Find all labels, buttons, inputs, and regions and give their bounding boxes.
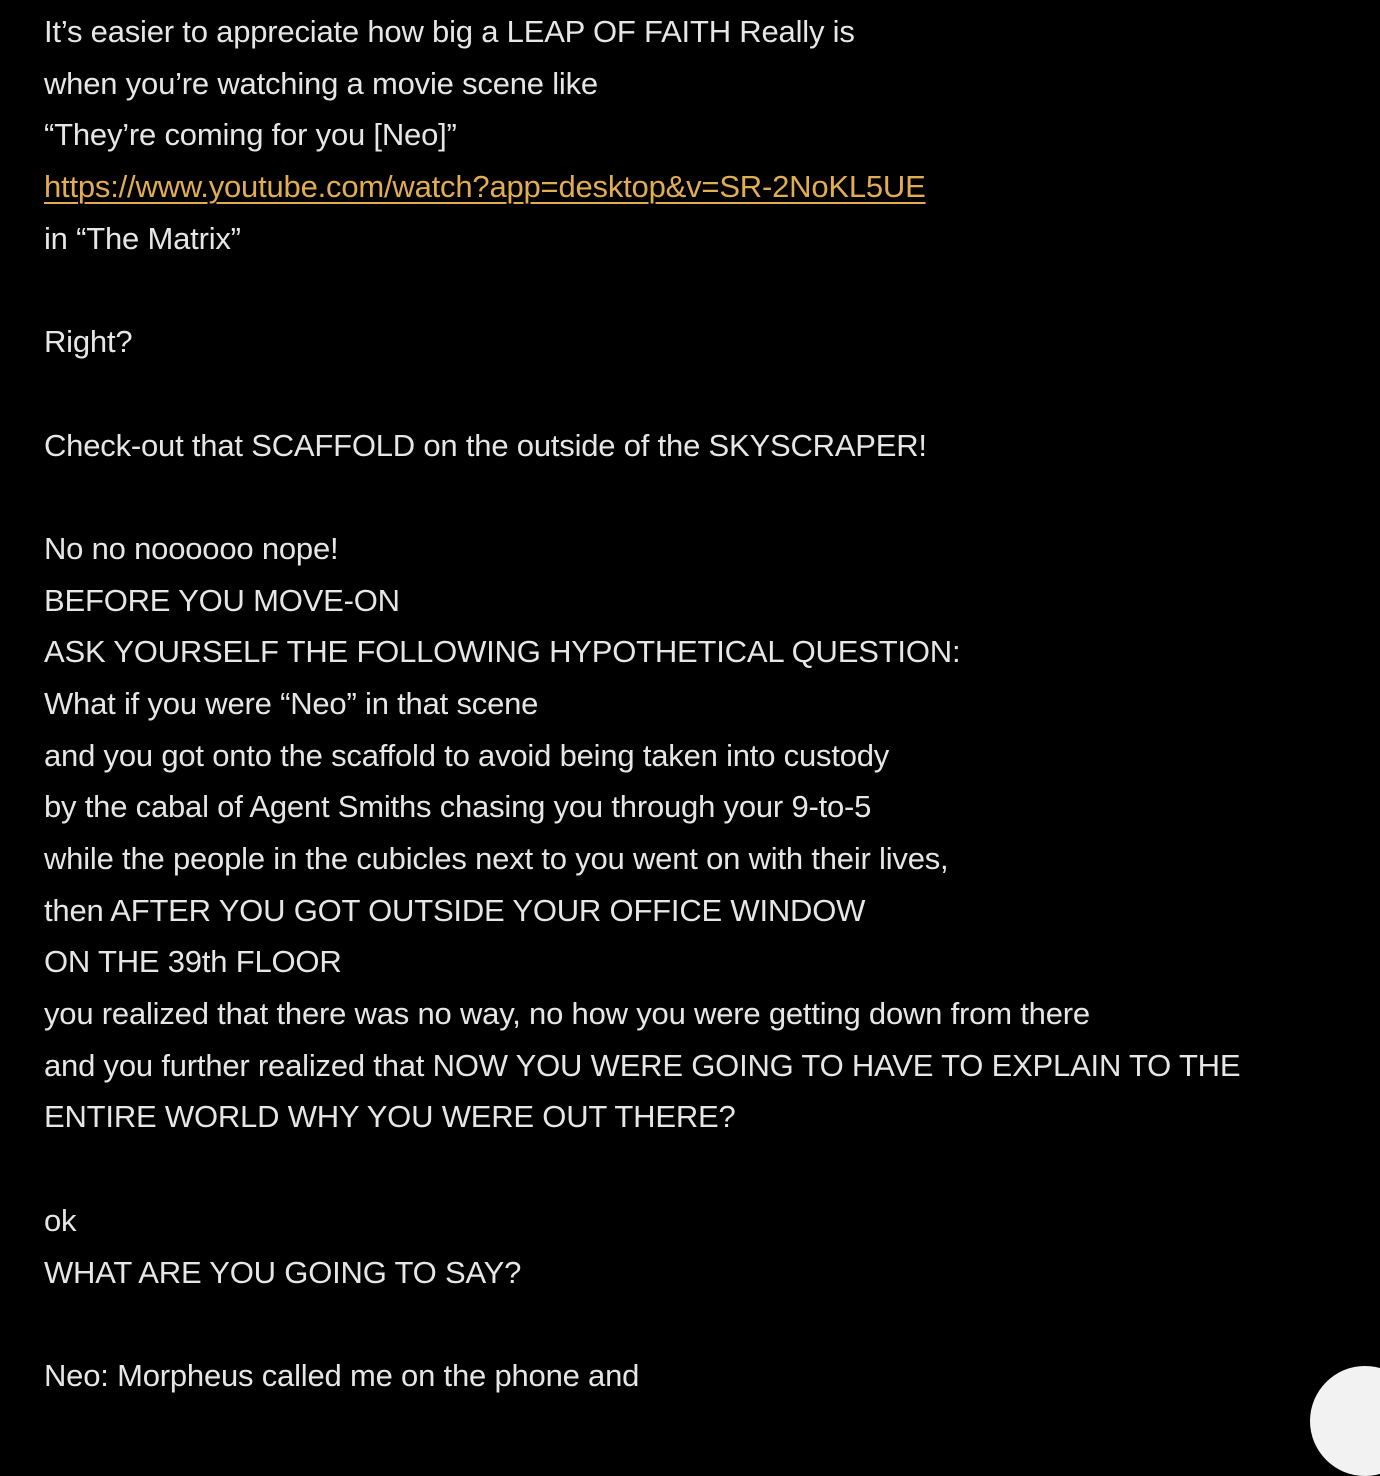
expand-icon xyxy=(1370,1448,1380,1474)
note-line: ON THE 39th FLOOR xyxy=(44,944,342,980)
note-line: Right? xyxy=(44,324,133,360)
note-line: when you’re watching a movie scene like xyxy=(44,65,598,101)
note-line: It’s easier to appreciate how big a LEAP OF FAITH Really is xyxy=(44,14,855,49)
blank-line xyxy=(44,368,1364,420)
note-line: in “The Matrix” xyxy=(44,220,241,256)
blank-line xyxy=(44,1298,1364,1350)
blank-line xyxy=(44,1143,1364,1195)
youtube-link[interactable]: https://www.youtube.com/watch?app=desktop&v=SR-2NoKL5UE xyxy=(44,169,926,205)
note-line: you realized that there was no way, no how you were getting down from there xyxy=(44,996,1090,1032)
blank-line xyxy=(44,471,1364,523)
note-line: BEFORE YOU MOVE-ON xyxy=(44,582,400,618)
note-line: No no noooooo nope! xyxy=(44,530,339,566)
note-line: ENTIRE WORLD WHY YOU WERE OUT THERE? xyxy=(44,1099,736,1135)
blank-line xyxy=(44,264,1364,316)
note-line: and you got onto the scaffold to avoid being taken into custody xyxy=(44,737,890,773)
note-line: by the cabal of Agent Smiths chasing you through your 9-to-5 xyxy=(44,789,872,825)
note-body xyxy=(44,6,1364,1402)
note-line: while the people in the cubicles next to you went on with their lives, xyxy=(44,841,949,876)
note-line: Check-out that SCAFFOLD on the outside of the SKYSCRAPER! xyxy=(44,427,927,463)
note-line: WHAT ARE YOU GOING TO SAY? xyxy=(44,1254,522,1290)
note-line: “They’re coming for you [Neo]” xyxy=(44,117,457,153)
note-line: and you further realized that NOW YOU WERE GOING TO HAVE TO EXPLAIN TO THE xyxy=(44,1047,1241,1083)
note-line: then AFTER YOU GOT OUTSIDE YOUR OFFICE WINDOW xyxy=(44,892,866,928)
note-line: ok xyxy=(44,1202,77,1238)
note-line: ASK YOURSELF THE FOLLOWING HYPOTHETICAL QUESTION: xyxy=(44,634,961,670)
note-line: Neo: Morpheus called me on the phone and xyxy=(44,1357,640,1393)
note-line: What if you were “Neo” in that scene xyxy=(44,685,539,721)
